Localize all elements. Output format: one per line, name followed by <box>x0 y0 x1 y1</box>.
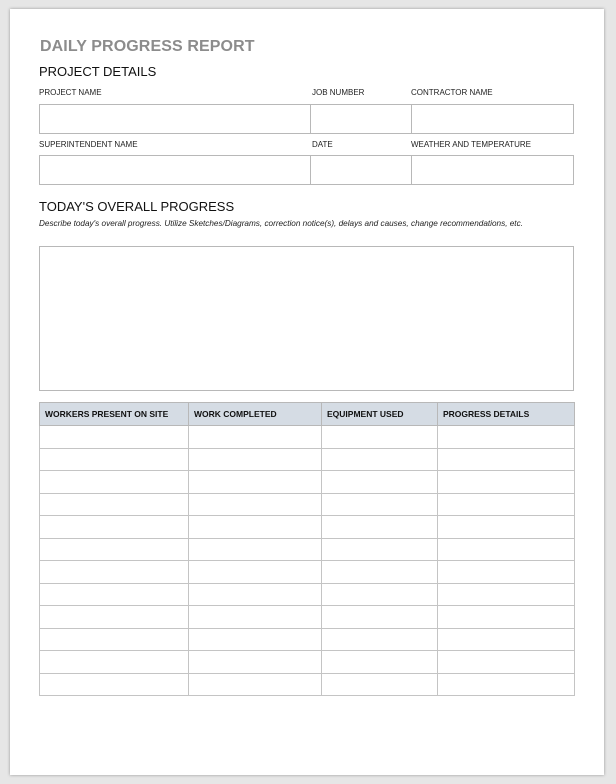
overall-progress-heading: TODAY'S OVERALL PROGRESS <box>39 199 235 214</box>
table-cell[interactable] <box>322 516 438 539</box>
page-title: DAILY PROGRESS REPORT <box>40 38 255 55</box>
table-cell[interactable] <box>189 448 322 471</box>
project-name-field[interactable] <box>39 104 311 134</box>
job-number-label: JOB NUMBER <box>312 88 365 97</box>
table-cell[interactable] <box>40 493 189 516</box>
table-cell[interactable] <box>40 561 189 584</box>
table-row <box>40 493 575 516</box>
table-cell[interactable] <box>438 538 575 561</box>
table-cell[interactable] <box>40 583 189 606</box>
date-label: DATE <box>312 140 333 149</box>
table-cell[interactable] <box>322 583 438 606</box>
table-cell[interactable] <box>322 471 438 494</box>
table-cell[interactable] <box>40 651 189 674</box>
table-cell[interactable] <box>189 493 322 516</box>
table-row <box>40 538 575 561</box>
table-cell[interactable] <box>438 673 575 696</box>
table-cell[interactable] <box>189 628 322 651</box>
weather-temperature-label: WEATHER AND TEMPERATURE <box>411 140 532 149</box>
column-header-workers: WORKERS PRESENT ON SITE <box>40 403 189 426</box>
table-cell[interactable] <box>40 538 189 561</box>
table-row <box>40 426 575 449</box>
table-row <box>40 651 575 674</box>
report-page <box>10 9 604 775</box>
table-cell[interactable] <box>438 516 575 539</box>
table-cell[interactable] <box>189 516 322 539</box>
table-cell[interactable] <box>438 651 575 674</box>
column-header-equipment: EQUIPMENT USED <box>322 403 438 426</box>
table-cell[interactable] <box>40 628 189 651</box>
table-row <box>40 561 575 584</box>
table-cell[interactable] <box>322 538 438 561</box>
table-cell[interactable] <box>189 606 322 629</box>
table-row <box>40 606 575 629</box>
table-row <box>40 628 575 651</box>
table-cell[interactable] <box>438 471 575 494</box>
superintendent-name-label: SUPERINTENDENT NAME <box>39 140 138 149</box>
table-cell[interactable] <box>438 561 575 584</box>
weather-temperature-field[interactable] <box>411 155 574 185</box>
overall-progress-textarea[interactable] <box>39 246 574 391</box>
table-cell[interactable] <box>322 426 438 449</box>
table-cell[interactable] <box>189 651 322 674</box>
table-cell[interactable] <box>40 448 189 471</box>
table-cell[interactable] <box>438 606 575 629</box>
table-cell[interactable] <box>189 583 322 606</box>
table-row <box>40 448 575 471</box>
table-body <box>40 426 575 696</box>
table-cell[interactable] <box>189 471 322 494</box>
table-row <box>40 583 575 606</box>
table-cell[interactable] <box>40 606 189 629</box>
table-cell[interactable] <box>438 583 575 606</box>
table-row <box>40 516 575 539</box>
job-number-field[interactable] <box>310 104 412 134</box>
table-cell[interactable] <box>438 628 575 651</box>
table-cell[interactable] <box>189 426 322 449</box>
table-cell[interactable] <box>189 538 322 561</box>
table-cell[interactable] <box>40 471 189 494</box>
table-cell[interactable] <box>322 606 438 629</box>
table-cell[interactable] <box>40 673 189 696</box>
table-cell[interactable] <box>438 448 575 471</box>
table-cell[interactable] <box>322 493 438 516</box>
table-cell[interactable] <box>438 493 575 516</box>
table-cell[interactable] <box>322 448 438 471</box>
table-cell[interactable] <box>189 673 322 696</box>
contractor-name-field[interactable] <box>411 104 574 134</box>
contractor-name-label: CONTRACTOR NAME <box>411 88 493 97</box>
superintendent-name-field[interactable] <box>39 155 311 185</box>
table-cell[interactable] <box>322 673 438 696</box>
overall-progress-instructions: Describe today's overall progress. Utilize Sketches/Diagrams, correction notice(s), delays and causes, change recommendations, etc. <box>39 219 523 228</box>
progress-table <box>39 402 575 696</box>
table-row <box>40 471 575 494</box>
table-cell[interactable] <box>322 628 438 651</box>
project-name-label: PROJECT NAME <box>39 88 102 97</box>
column-header-work-completed: WORK COMPLETED <box>189 403 322 426</box>
table-cell[interactable] <box>438 426 575 449</box>
table-cell[interactable] <box>40 426 189 449</box>
table-cell[interactable] <box>322 651 438 674</box>
project-details-heading: PROJECT DETAILS <box>39 64 157 79</box>
column-header-progress-details: PROGRESS DETAILS <box>438 403 575 426</box>
table-row <box>40 673 575 696</box>
table-cell[interactable] <box>189 561 322 584</box>
date-field[interactable] <box>310 155 412 185</box>
table-cell[interactable] <box>322 561 438 584</box>
table-header-row <box>40 403 575 426</box>
table-cell[interactable] <box>40 516 189 539</box>
